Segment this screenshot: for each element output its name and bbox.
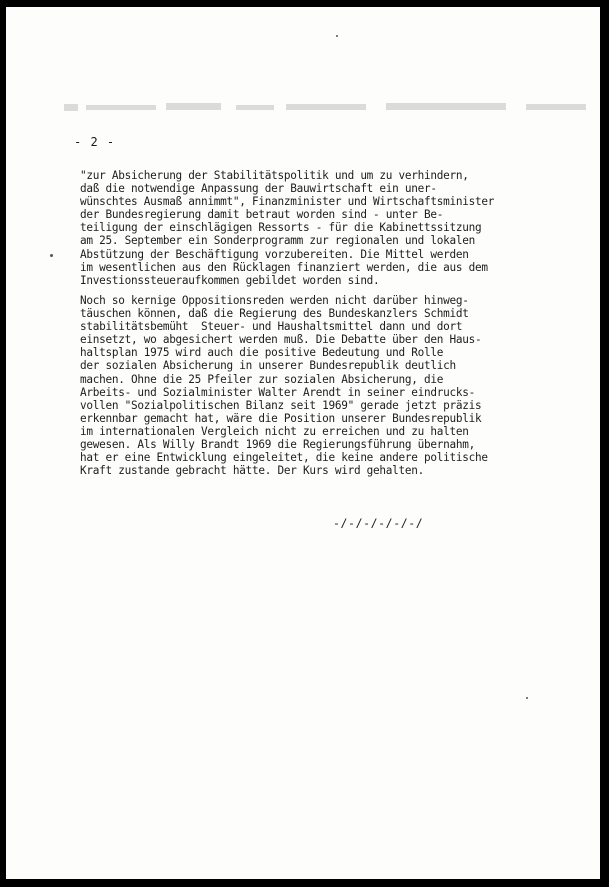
text-line: haltsplan 1975 wird auch die positive Bedeutung und Rolle [80,346,444,360]
text-line: vollen "Sozialpolitischen Bilanz seit 1969" gerade jetzt präzis [80,398,482,412]
text-line: daß die notwendige Anpassung der Bauwirtschaft ein uner- [80,182,437,196]
closing-mark: -/-/-/-/-/-/ [333,516,424,530]
text-line: einsetzt, wo abgesichert werden muß. Die Debatte über den Haus- [80,333,482,347]
text-line: der Bundesregierung damit betraut worden sind - unter Be- [80,208,444,222]
text-line: Kraft zustande gebracht hätte. Der Kurs wird gehalten. [80,464,425,478]
text-line: erkennbar gemacht hat, wäre die Position unserer Bundesrepublik [80,411,482,425]
text-line: wünschtes Ausmaß annimmt", Finanzminister und Wirtschaftsminister [80,195,495,209]
bleed-through-text [56,95,596,121]
document-page [6,7,600,879]
text-line: gewesen. Als Willy Brandt 1969 die Regierungsführung übernahm, [80,438,475,452]
text-line: der sozialen Absicherung in unserer Bundesrepublik deutlich [80,359,456,373]
paragraph-1 [80,169,494,287]
text-line: machen. Ohne die 25 Pfeiler zur sozialen Absicherung, die [80,372,444,386]
text-line: Noch so kernige Oppositionsreden werden nicht darüber hinweg- [80,294,469,307]
text-line: im internationalen Vergleich nicht zu erreichen und zu halten [80,424,469,438]
text-line: Arbeits- und Sozialminister Walter Arendt in seiner eindrucks- [80,385,475,399]
text-line: Investionssteueraufkommen gebildet worden sind. [80,273,380,287]
paragraph-2 [80,294,488,477]
text-line: hat er eine Entwicklung eingeleitet, die keine andere politische [80,451,488,465]
text-line: teiligung der einschlägigen Ressorts - für die Kabinettssitzung [80,221,482,235]
text-line: täuschen können, daß die Regierung des Bundeskanzlers Schmidt [80,307,469,321]
text-line: am 25. September ein Sonderprogramm zur regionalen und lokalen [80,234,475,248]
text-line: "zur Absicherung der Stabilitätspolitik und um zu verhindern, [80,169,469,182]
text-line: Abstützung der Beschäftigung vorzubereiten. Die Mittel werden [80,247,469,261]
page-number: - 2 - [74,135,116,149]
text-line: im wesentlichen aus den Rücklagen finanziert werden, die aus dem [80,260,488,274]
text-line: stabilitätsbemüht Steuer- und Haushaltsmittel dann und dort [80,320,463,334]
